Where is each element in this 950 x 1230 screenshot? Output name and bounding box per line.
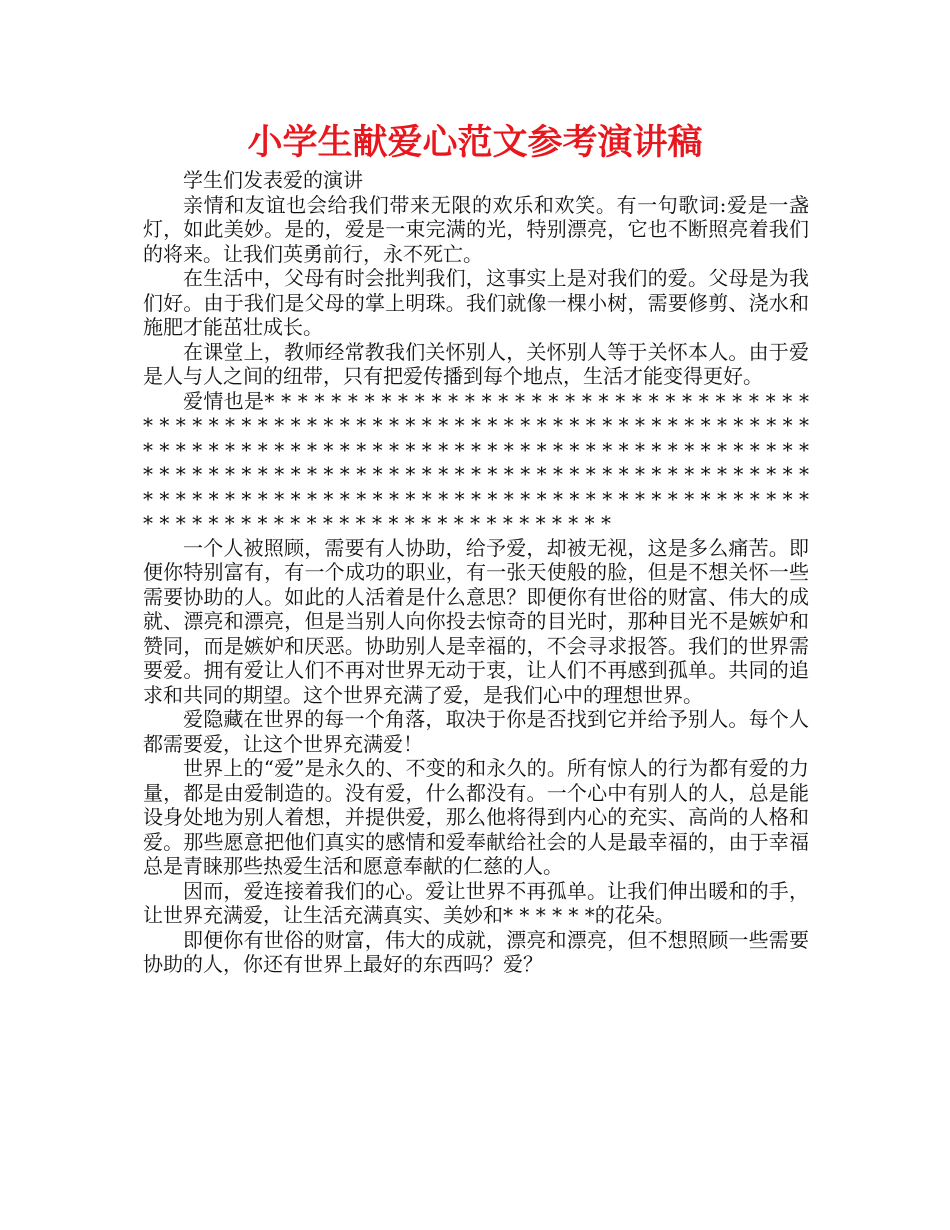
paragraph: 亲情和友谊也会给我们带来无限的欢乐和欢笑。有一句歌词:爱是一盏灯，如此美妙。是的，爱是一束完满的光，特别漂亮，它也不断照亮着我们的将来。让我们英勇前行，永不死亡。 [143, 192, 809, 266]
paragraph: 因而，爱连接着我们的心。爱让世界不再孤单。让我们伸出暖和的手，让世界充满爱，让生活充满真实、美妙和* * * * * *的花朵。 [143, 878, 809, 927]
paragraph: 在生活中，父母有时会批判我们，这事实上是对我们的爱。父母是为我们好。由于我们是父母的掌上明珠。我们就像一棵小树，需要修剪、浇水和施肥才能茁壮成长。 [143, 266, 809, 339]
document-title: 小学生献爱心范文参考演讲稿 [247, 123, 703, 163]
paragraph: 即便你有世俗的财富，伟大的成就，漂亮和漂亮，但不想照顾一些需要协助的人，你还有世界上最好的东西吗？爱？ [143, 927, 809, 976]
paragraph: 在课堂上，教师经常教我们关怀别人，关怀别人等于关怀本人。由于爱是人与人之间的纽带，只有把爱传播到每个地点，生活才能变得更好。 [143, 339, 809, 388]
paragraph: 一个人被照顾，需要有人协助，给予爱，却被无视，这是多么痛苦。即便你特别富有，有一个成功的职业，有一张天使般的脸，但是不想关怀一些需要协助的人。如此的人活着是什么意思？即便你有世俗的财富、伟大的成就、漂亮和漂亮，但是当别人向你投去惊奇的目光时，那种目光不是嫉妒和赞同，而是嫉妒和厌恶。协助别人是幸福的，不会寻求报答。我们的世界需要爱。拥有爱让人们不再对世界无动于衷，让人们不再感到孤单。共同的追求和共同的期望。这个世界充满了爱，是我们心中的理想世界。 [143, 535, 809, 707]
paragraph: 学生们发表爱的演讲 [183, 168, 363, 192]
document-body [143, 168, 809, 977]
paragraph: 爱隐藏在世界的每一个角落，取决于你是否找到它并给予别人。每个人都需要爱，让这个世界充满爱！ [143, 707, 809, 756]
paragraph: 爱情也是* * * * * * * * * * * * * * * * * * * * * * * * * * * * * * * * * * * * * * * * * * * * * * * * * * * * * * * * * * * * * * * * * * * * * * * * * * * * * * * * * * * * * * * * * * * * * * * * * * * * * * * * * * * * * * * * * * * * * * * * * * * * * * * * * * * * * * * * * * * * * * * * * * * * * * * * * * * * * * * * * * * * * * * * * * * * * * * * * * * * * * * * * * * * * * * * * * * * * * * * * * * * * * * * * * * * * * * * * * * * * * * * * * [143, 388, 809, 535]
paragraph: 世界上的“爱”是永久的、不变的和永久的。所有惊人的行为都有爱的力量，都是由爱制造的。没有爱，什么都没有。一个心中有别人的人，总是能设身处地为别人着想，并提供爱，那么他将得到内心的充实、高尚的人格和爱。那些愿意把他们真实的感情和爱奉献给社会的人是最幸福的，由于幸福总是青睐那些热爱生活和愿意奉献的仁慈的人。 [143, 756, 809, 878]
